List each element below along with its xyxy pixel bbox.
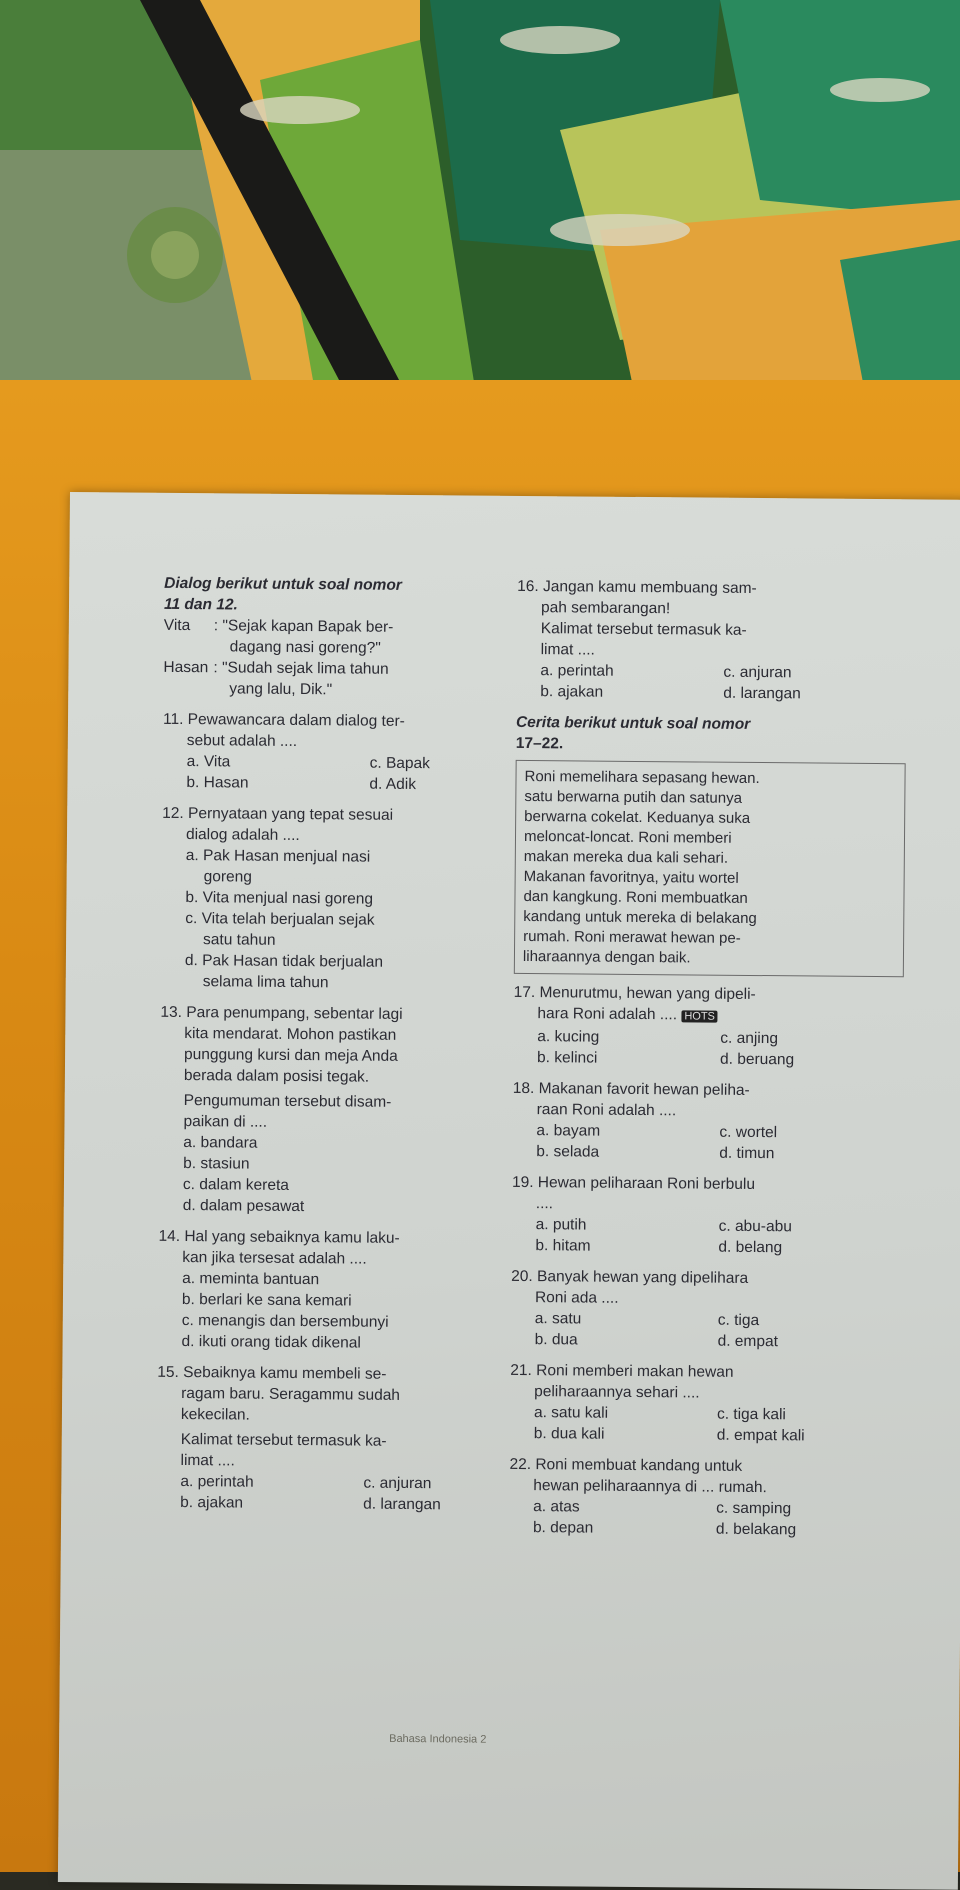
q15-option-a[interactable]: a. perintah xyxy=(180,1473,254,1491)
vita-line2: dagang nasi goreng?" xyxy=(229,638,381,657)
dialog-intro-line2: 11 dan 12. xyxy=(163,595,238,614)
q22-option-d[interactable]: d. belakang xyxy=(715,1520,797,1539)
speaker-hasan: Hasan xyxy=(163,658,209,677)
q15-text2: ragam baru. Seragammu sudah xyxy=(181,1385,401,1404)
dialog-vita xyxy=(164,615,554,639)
q21-text2: peliharaannya sehari .... xyxy=(534,1383,700,1402)
q11-option-b[interactable]: b. Hasan xyxy=(186,774,249,792)
q18-option-c[interactable]: c. wortel xyxy=(719,1123,778,1142)
q15-text: 15. Sebaiknya kamu membeli se- xyxy=(157,1363,387,1383)
story-line: liharaannya dengan baik. xyxy=(522,947,691,967)
q18-option-d[interactable]: d. timun xyxy=(719,1144,775,1163)
q19-option-d[interactable]: d. belang xyxy=(718,1238,783,1257)
q18-option-a[interactable]: a. bayam xyxy=(536,1122,601,1140)
q19-text2: .... xyxy=(535,1195,554,1213)
story-line: berwarna cokelat. Keduanya suka xyxy=(524,807,751,827)
dialog-hasan xyxy=(163,657,553,681)
q22-options-row2 xyxy=(509,1517,899,1541)
story-line: dan kangkung. Roni membuatkan xyxy=(523,887,748,907)
q11-text: 11. Pewawancara dalam dialog ter- xyxy=(162,710,405,730)
story-line: Makanan favoritnya, yaitu wortel xyxy=(523,867,739,887)
q20-option-a[interactable]: a. satu xyxy=(534,1310,582,1328)
story-line: satu berwarna putih dan satunya xyxy=(524,787,743,807)
q20-option-d[interactable]: d. empat xyxy=(717,1332,778,1351)
q16-options-row2 xyxy=(516,681,906,705)
q15-options-row2 xyxy=(156,1492,546,1516)
q16-text2: pah sembarangan! xyxy=(540,599,671,618)
q14-option-a[interactable]: a. meminta bantuan xyxy=(182,1270,320,1289)
q11-option-d[interactable]: d. Adik xyxy=(369,775,417,794)
story-line: Roni memelihara sepasang hewan. xyxy=(524,767,760,788)
q13-text2: kita mendarat. Mohon pastikan xyxy=(184,1025,397,1044)
q13-text3: punggung kursi dan meja Anda xyxy=(184,1046,398,1065)
q13-option-b[interactable]: b. stasiun xyxy=(183,1155,250,1173)
q11-options-row2 xyxy=(162,772,552,796)
q12-option-a-cont: goreng xyxy=(203,868,252,886)
q17-text: 17. Menurutmu, hewan yang dipeli- xyxy=(513,983,756,1004)
q12-option-c-cont: satu tahun xyxy=(203,931,276,949)
q21-option-d[interactable]: d. empat kali xyxy=(716,1426,805,1445)
q13-option-d[interactable]: d. dalam pesawat xyxy=(182,1197,305,1216)
q20-text: 20. Banyak hewan yang dipelihara xyxy=(511,1267,749,1287)
q21-option-c[interactable]: c. tiga kali xyxy=(716,1405,786,1424)
q18-options-row2 xyxy=(512,1141,902,1165)
story-intro-line1: Cerita berikut untuk soal nomor xyxy=(515,713,751,733)
q15-option-b[interactable]: b. ajakan xyxy=(180,1494,244,1512)
q19-option-a[interactable]: a. putih xyxy=(535,1216,587,1234)
q12-option-a[interactable]: a. Pak Hasan menjual nasi xyxy=(185,847,371,866)
story-line: meloncat-loncat. Roni memberi xyxy=(523,827,732,847)
q18-text2: raan Roni adalah .... xyxy=(536,1101,677,1120)
q18-option-b[interactable]: b. selada xyxy=(536,1143,600,1161)
q22-option-a[interactable]: a. atas xyxy=(533,1498,580,1516)
q21-options-row2 xyxy=(510,1423,900,1447)
hots-badge: HOTS xyxy=(681,1010,718,1022)
right-column xyxy=(509,576,907,1541)
q22-option-b[interactable]: b. depan xyxy=(532,1519,594,1537)
q12-text2: dialog adalah .... xyxy=(185,826,300,845)
q15-text5: limat .... xyxy=(180,1452,235,1470)
q22-text: 22. Roni membuat kandang untuk xyxy=(509,1455,743,1475)
q14-text: 14. Hal yang sebaiknya kamu laku- xyxy=(158,1227,400,1247)
story-intro-line2: 17–22. xyxy=(515,734,564,753)
hasan-line1: : "Sudah sejak lima tahun xyxy=(213,659,389,678)
q15-option-c[interactable]: c. anjuran xyxy=(363,1474,432,1493)
q13-text4: berada dalam posisi tegak. xyxy=(183,1067,370,1086)
q13-text: 13. Para penumpang, sebentar lagi xyxy=(160,1003,403,1023)
speaker-vita: Vita xyxy=(163,616,191,635)
q15-option-d[interactable]: d. larangan xyxy=(363,1495,441,1514)
q14-option-c[interactable]: c. menangis dan bersembunyi xyxy=(181,1312,389,1331)
q11-option-a[interactable]: a. Vita xyxy=(186,753,231,771)
q20-options-row2 xyxy=(511,1329,901,1353)
q20-option-c[interactable]: c. tiga xyxy=(717,1311,760,1330)
q17-text2: hara Roni adalah .... xyxy=(537,1005,678,1024)
q19-text: 19. Hewan peliharaan Roni berbulu xyxy=(511,1173,756,1194)
q13-text6: paikan di .... xyxy=(183,1113,268,1131)
q13-option-a[interactable]: a. bandara xyxy=(183,1134,258,1152)
q15-text3: kekecilan. xyxy=(180,1406,250,1424)
q16-text4: limat .... xyxy=(540,641,595,659)
q19-option-b[interactable]: b. hitam xyxy=(535,1237,591,1255)
q17-options-row2 xyxy=(513,1047,903,1071)
story-line: rumah. Roni merawat hewan pe- xyxy=(523,927,741,947)
q12-option-d[interactable]: d. Pak Hasan tidak berjualan xyxy=(184,952,384,971)
q15-text4: Kalimat tersebut termasuk ka- xyxy=(180,1431,387,1450)
q22-option-c[interactable]: c. samping xyxy=(716,1499,792,1518)
q14-option-b[interactable]: b. berlari ke sana kemari xyxy=(181,1291,352,1310)
hasan-line2: yang lalu, Dik." xyxy=(229,680,333,699)
vita-line1: : "Sejak kapan Bapak ber- xyxy=(213,617,394,636)
q16-option-b[interactable]: b. ajakan xyxy=(540,683,604,701)
q17-option-c[interactable]: c. anjing xyxy=(720,1029,779,1048)
worksheet-page xyxy=(58,492,960,1890)
q20-text2: Roni ada .... xyxy=(534,1289,619,1307)
q12-option-d-cont: selama lima tahun xyxy=(202,973,329,992)
q13-text5: Pengumuman tersebut disam- xyxy=(183,1092,392,1111)
dialog-intro-line1: Dialog berikut untuk soal nomor xyxy=(164,574,402,594)
q21-text: 21. Roni memberi makan hewan xyxy=(510,1361,734,1381)
q12-option-c[interactable]: c. Vita telah berjualan sejak xyxy=(185,910,375,929)
q17-option-d[interactable]: d. beruang xyxy=(720,1050,795,1069)
q17-option-b[interactable]: b. kelinci xyxy=(537,1049,598,1067)
q20-option-b[interactable]: b. dua xyxy=(534,1331,578,1349)
left-column xyxy=(156,573,554,1516)
q19-option-c[interactable]: c. abu-abu xyxy=(718,1217,792,1236)
q11-option-c[interactable]: c. Bapak xyxy=(369,754,431,773)
q11-text2: sebut adalah .... xyxy=(186,732,298,750)
q14-text2: kan jika tersesat adalah .... xyxy=(182,1249,367,1268)
q12-text: 12. Pernyataan yang tepat sesuai xyxy=(162,804,394,824)
story-line: kandang untuk mereka di belakang xyxy=(523,907,757,928)
fabric-background xyxy=(0,0,960,420)
q17-option-a[interactable]: a. kucing xyxy=(537,1028,600,1046)
q13-option-c[interactable]: c. dalam kereta xyxy=(182,1176,289,1194)
story-line: makan mereka dua kali sehari. xyxy=(523,847,729,867)
q16-option-a[interactable]: a. perintah xyxy=(540,662,614,680)
q16-option-d[interactable]: d. larangan xyxy=(723,684,801,703)
q21-option-a[interactable]: a. satu kali xyxy=(533,1404,609,1422)
q19-options-row2 xyxy=(511,1235,901,1259)
q16-text3: Kalimat tersebut termasuk ka- xyxy=(540,620,747,639)
q22-text2: hewan peliharaannya di ... rumah. xyxy=(533,1477,767,1497)
q21-option-b[interactable]: b. dua kali xyxy=(533,1425,605,1443)
q14-option-d[interactable]: d. ikuti orang tidak dikenal xyxy=(181,1333,361,1352)
q18-text: 18. Makanan favorit hewan peliha- xyxy=(512,1079,750,1099)
q16-text: 16. Jangan kamu membuang sam- xyxy=(517,577,757,597)
q16-option-c[interactable]: c. anjuran xyxy=(723,663,792,682)
q17-text2-row xyxy=(513,1003,903,1029)
q12-option-b[interactable]: b. Vita menjual nasi goreng xyxy=(185,889,374,908)
story-box xyxy=(514,760,906,977)
page-footer: Bahasa Indonesia 2 xyxy=(389,1732,487,1746)
